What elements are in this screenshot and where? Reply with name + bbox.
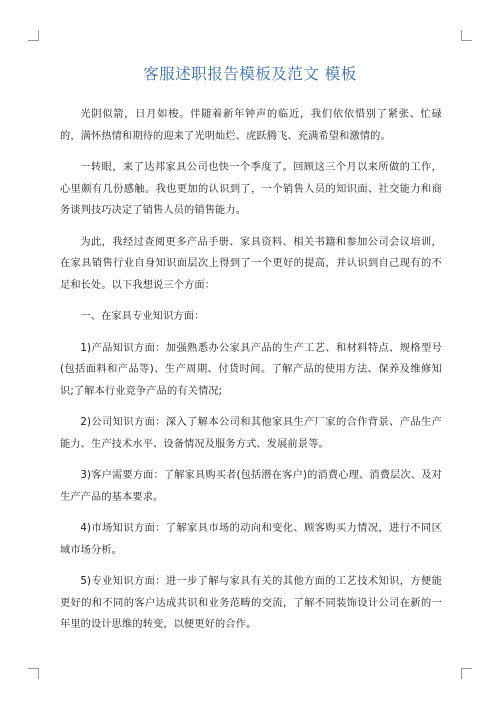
- paragraph-customer-needs: 3)客户需要方面：了解家具购买者(包括潜在客户)的消费心理、消费层次、及对生产产品的基本要求。: [60, 470, 442, 503]
- crop-mark-top-left: [28, 30, 39, 41]
- crop-mark-bottom-left: [28, 668, 39, 679]
- crop-mark-bottom-right: [461, 668, 472, 679]
- document-body: [60, 104, 442, 646]
- paragraph-market-knowledge: 4)市场知识方面：了解家具市场的动向和变化、顾客购买力情况，进行不同区域市场分析。: [60, 523, 442, 556]
- crop-mark-top-right: [461, 30, 472, 41]
- paragraph-product-knowledge: 1)产品知识方面：加强熟悉办公家具产品的生产工艺、和材料特点、规格型号(包括面料和产品等)、生产周期、付货时间。了解产品的使用方法、保养及维修知识;了解本行业竞争产品的有关情况;: [60, 342, 442, 397]
- paragraph-company-knowledge: 2)公司知识方面：深入了解本公司和其他家具生产厂家的合作背景、产品生产能力、生产技术水平、设备情况及服务方式、发展前景等。: [60, 417, 442, 450]
- paragraph-intro: 光阴似箭，日月如梭。伴随着新年钟声的临近，我们依依惜别了紧张、忙碌的，满怀热情和期待的迎来了光明灿烂、虎跃腾飞、充满希望和激情的。: [60, 109, 442, 142]
- section-heading-1: 一、在家具专业知识方面：: [80, 311, 205, 322]
- paragraph-review: 一转眼，来了达邦家具公司也快一个季度了。回顾这三个月以来所做的工作，心里颇有几份感触。我也更加的认识到了，一个销售人员的知识面、社交能力和商务谈判技巧决定了销售人员的销售能力。: [60, 162, 442, 216]
- paragraph-professional-knowledge: 5)专业知识方面：进一步了解与家具有关的其他方面的工艺技术知识，方便能更好的和不同的客户达成共识和业务范畴的交流，了解不同装饰设计公司在新的一年里的设计思维的转变，以便更好的合作。: [60, 576, 442, 630]
- document-title: 客服述职报告模板及范文 模板: [143, 65, 357, 83]
- paragraph-learning: 为此，我经过查阅更多产品手册、家具资料、相关书籍和参加公司会议培训，在家具销售行业自身知识面层次上得到了一个更好的提高，并认识到自己现有的不足和长处。以下我想说三个方面：: [60, 236, 442, 291]
